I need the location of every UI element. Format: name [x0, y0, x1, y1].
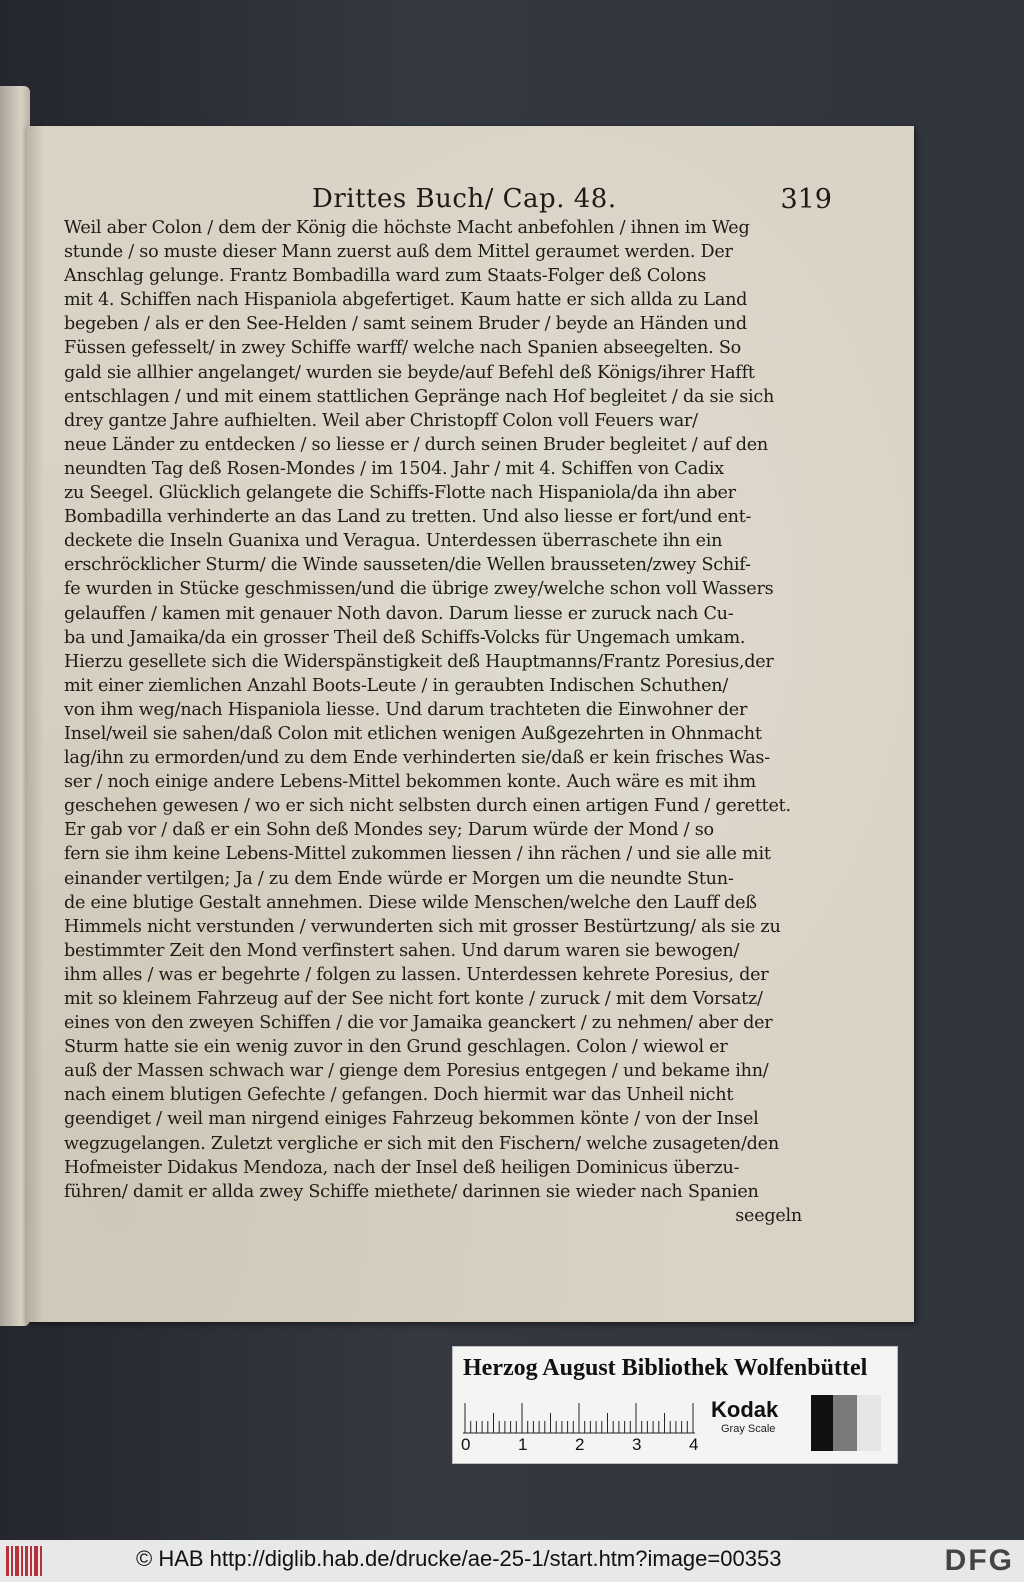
barcode-icon: [6, 1546, 46, 1576]
running-head-title: Drittes Buch/ Cap. 48.: [312, 184, 617, 214]
ruler-number: 2: [575, 1435, 585, 1454]
text-line: deckete die Inseln Guanixa und Veragua. Unterdessen überraschete ihn ein: [64, 531, 723, 552]
text-line: drey gantze Jahre aufhielten. Weil aber Christopff Colon voll Feuers war/: [64, 410, 698, 431]
text-line: mit einer ziemlichen Anzahl Boots-Leute / in geraubten Indischen Schuthen/: [64, 675, 729, 696]
text-line: stunde / so muste dieser Mann zuerst auß dem Mittel geraumet werden. Der: [64, 242, 733, 263]
text-line: Füssen gefesselt/ in zwey Schiffe warff/ welche nach Spanien abseegelten. So: [64, 338, 741, 359]
ruler-number: 4: [689, 1435, 699, 1454]
text-line: begeben / als er den See-Helden / samt seinem Bruder / beyde an Händen und: [64, 314, 747, 335]
gray-patch-mid: [833, 1395, 857, 1451]
text-line: ba und Jamaika/da ein grosser Theil deß Schiffs-Volcks für Ungemach umkam.: [64, 627, 746, 648]
text-line: geschehen gewesen / wo er sich nicht selbsten durch einen artigen Fund / gerettet.: [64, 796, 791, 817]
page-number: 319: [780, 184, 832, 215]
kodak-brand: Kodak: [711, 1397, 779, 1422]
text-line: auß der Massen schwach war / gienge dem Poresius entgegen / und bekame ihn/: [64, 1061, 769, 1082]
gray-scale-label: Gray Scale: [721, 1423, 776, 1435]
text-line: Weil aber Colon / dem der König die höchste Macht anbefohlen / ihnen im Weg: [64, 218, 750, 238]
text-line: eines von den zweyen Schiffen / die vor Jamaika geanckert / zu nehmen/ aber der: [64, 1013, 773, 1034]
text-line: Anschlag gelunge. Frantz Bombadilla ward zum Staats-Folger deß Colons: [64, 266, 706, 287]
copyright-url[interactable]: © HAB http://diglib.hab.de/drucke/ae-25-1/start.htm?image=00353: [136, 1546, 782, 1571]
text-line: Hofmeister Didakus Mendoza, nach der Insel deß heiligen Dominicus überzu-: [64, 1157, 740, 1178]
text-line: fe wurden in Stücke geschmissen/und die übrige zwey/welche schon voll Wassers: [64, 579, 774, 600]
text-line: zu Seegel. Glücklich gelangete die Schiffs-Flotte nach Hispaniola/da ihn aber: [64, 483, 736, 504]
calibration-institution: Herzog August Bibliothek Wolfenbüttel: [463, 1355, 868, 1381]
footer-bar: [0, 1540, 1024, 1582]
ruler-numbers: [461, 1435, 721, 1457]
text-line: lag/ihn zu ermorden/und zu dem Ende verhinderten sie/daß er kein frisches Was-: [64, 748, 770, 769]
running-head: [312, 184, 832, 220]
text-line: Hierzu gesellete sich die Widerspänstigkeit deß Hauptmanns/Frantz Poresius,der: [64, 651, 774, 672]
ruler-number: 0: [461, 1435, 471, 1454]
text-line: wegzugelangen. Zuletzt vergliche er sich mit den Fischern/ welche zusageten/den: [64, 1133, 779, 1154]
text-line: neundten Tag deß Rosen-Mondes / im 1504. Jahr / mit 4. Schiffen von Cadix: [64, 458, 724, 479]
text-line: Bombadilla verhinderte an das Land zu tretten. Und also liesse er fort/und ent-: [64, 507, 752, 528]
text-line: gald sie allhier angelanget/ wurden sie beyde/auf Befehl deß Königs/ihrer Hafft: [64, 362, 755, 383]
text-line: fern sie ihm keine Lebens-Mittel zukommen liessen / ihn rächen / und sie alle mit: [64, 844, 771, 865]
text-line: von ihm weg/nach Hispaniola liesse. Und darum trachteten die Einwohner der: [64, 699, 748, 720]
text-line: mit 4. Schiffen nach Hispaniola abgefertiget. Kaum hatte er sich allda zu Land: [64, 290, 748, 311]
text-line: nach einem blutigen Gefechte / gefangen. Doch hiermit war das Unheil nicht: [64, 1085, 734, 1106]
text-line: Er gab vor / daß er ein Sohn deß Mondes sey; Darum würde der Mond / so: [64, 820, 714, 841]
ruler-number: 3: [632, 1435, 642, 1454]
gray-patch-light: [857, 1395, 881, 1451]
ruler-scale: [463, 1399, 701, 1435]
text-line: führen/ damit er allda zwey Schiffe miethete/ darinnen sie wieder nach Spanien: [64, 1181, 759, 1202]
text-line: Sturm hatte sie ein wenig zuvor in den Grund geschlagen. Colon / wiewol er: [64, 1037, 728, 1058]
text-line: de eine blutige Gestalt annehmen. Diese wilde Menschen/welche den Lauff deß: [64, 892, 757, 913]
gray-scale-patches: [811, 1395, 881, 1451]
text-line: seegeln: [735, 1205, 802, 1226]
body-text: [64, 216, 832, 1228]
text-line: neue Länder zu entdecken / so liesse er / durch seinen Bruder begleitet / auf den: [64, 434, 768, 455]
gray-patch-black: [811, 1395, 833, 1451]
dfg-logo: DFG: [944, 1544, 1014, 1577]
text-line: Himmels nicht verstunden / verwunderten sich mit grosser Bestürtzung/ als sie zu: [64, 916, 781, 937]
text-line: entschlagen / und mit einem stattlichen Gepränge nach Hof begleitet / da sie sich: [64, 386, 775, 407]
calibration-card: [452, 1346, 898, 1464]
text-line: ihm alles / was er begehrte / folgen zu lassen. Unterdessen kehrete Poresius, der: [64, 964, 769, 985]
text-line: mit so kleinem Fahrzeug auf der See nicht fort konte / zuruck / mit dem Vorsatz/: [64, 989, 763, 1009]
kodak-label: [711, 1397, 801, 1447]
text-line: gelauffen / kamen mit genauer Noth davon. Darum liesse er zuruck nach Cu-: [64, 603, 734, 624]
text-line: geendiget / weil man nirgend einiges Fahrzeug bekommen könte / von der Insel: [64, 1109, 759, 1130]
page-gutter-shadow: [26, 126, 44, 1322]
ruler-number: 1: [518, 1435, 528, 1454]
text-line: erschröcklicher Sturm/ die Winde sausseten/die Wellen brausseten/zwey Schif-: [64, 555, 751, 576]
text-line: Insel/weil sie sahen/daß Colon mit etlichen wenigen Außgezehrten in Ohnmacht: [64, 723, 762, 744]
text-line: einander vertilgen; Ja / zu dem Ende würde er Morgen um die neundte Stun-: [64, 868, 734, 889]
text-line: ser / noch einige andere Lebens-Mittel bekommen konte. Auch wäre es mit ihm: [64, 772, 756, 793]
text-line: bestimmter Zeit den Mond verfinstert sahen. Und darum waren sie bewogen/: [64, 940, 740, 961]
